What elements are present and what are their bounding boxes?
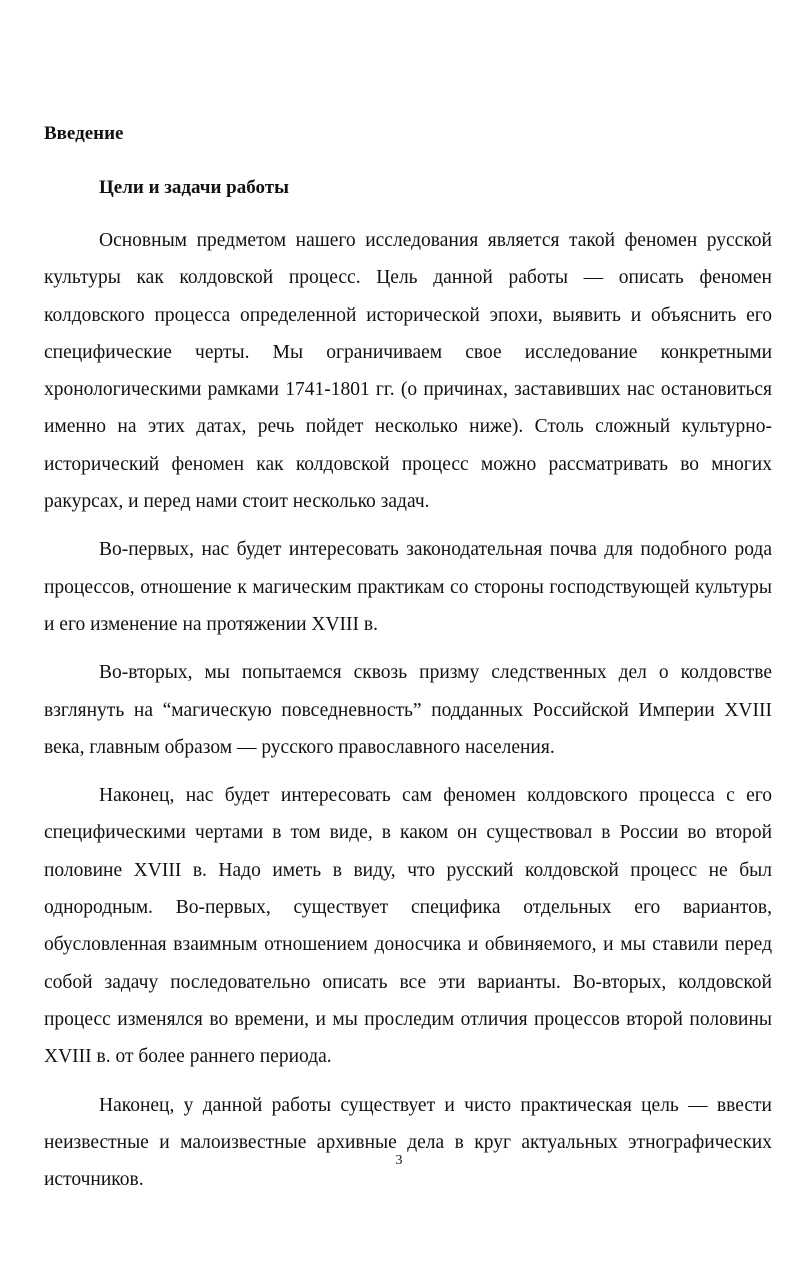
paragraph: Наконец, нас будет интересовать сам феномен колдовского процесса с его специфическими чертами в том виде, в каком он существовал в России во второй половине XVIII в. Надо иметь в виду, что русский колдовской процесс не был однородным. Во-первых, существует специфика отдельных его вариантов, обусловленная взаимным отношением доносчика и обвиняемого, и мы ставили перед собой задачу последовательно описать все эти варианты. Во-вторых, колдовской процесс изменялся во времени, и мы проследим отличия процессов второй половины XVIII в. от более раннего периода.: [44, 785, 772, 1068]
body-text: [44, 222, 772, 1209]
paragraph: Наконец, у данной работы существует и чисто практическая цель — ввести неизвестные и малоизвестные архивные дела в круг актуальных этнографических источников.: [44, 1094, 772, 1191]
paragraph: Во-первых, нас будет интересовать законодательная почва для подобного рода процессов, отношение к магическим практикам со стороны господствующей культуры и его изменение на протяжении XVIII в.: [44, 539, 772, 635]
subsection-heading: Цели и задачи работы: [99, 177, 289, 198]
section-heading: Введение: [44, 123, 124, 144]
paragraph: Во-вторых, мы попытаемся сквозь призму следственных дел о колдовстве взглянуть на “магическую повседневность” подданных Российской Империи XVIII века, главным образом — русского православного населения.: [44, 662, 772, 758]
paragraph: Основным предметом нашего исследования является такой феномен русской культуры как колдовской процесс. Цель данной работы — описать феномен колдовского процесса определенной исторической эпохи, выявить и объяснить его специфические черты. Мы ограничиваем свое исследование конкретными хронологическими рамками 1741-1801 гг. (о причинах, заставивших нас остановиться именно на этих датах, речь пойдет несколько ниже). Столь сложный культурно-исторический феномен как колдовской процесс можно рассматривать во многих ракурсах, и перед нами стоит несколько задач.: [44, 230, 772, 513]
page-number: 3: [395, 1153, 403, 1168]
